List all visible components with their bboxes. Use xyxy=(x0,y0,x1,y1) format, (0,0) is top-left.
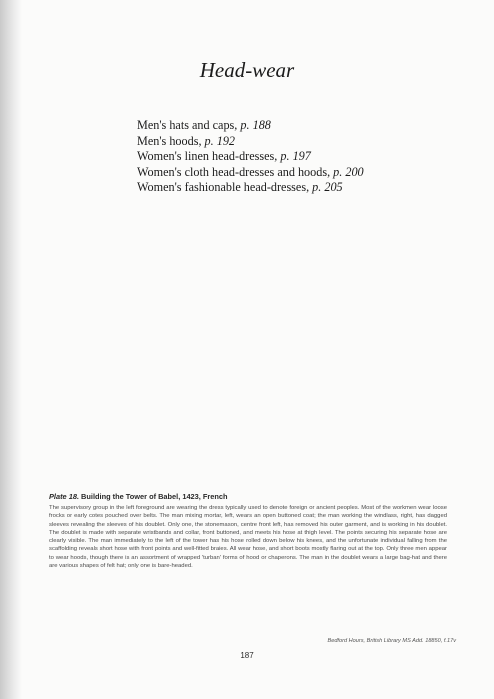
contents-item xyxy=(137,165,364,181)
image-credit: Bedford Hours, British Library MS Add. 18850, f.17v xyxy=(327,638,456,644)
contents-item-page: p. 192 xyxy=(204,133,236,148)
contents-item-page: p. 188 xyxy=(240,118,271,132)
contents-item-page: p. 197 xyxy=(280,149,311,164)
contents-item-page: p. 205 xyxy=(312,180,343,195)
contents-item xyxy=(137,149,364,165)
section-contents-list xyxy=(137,118,364,196)
page-number: 187 xyxy=(240,651,254,660)
contents-item-page: p. 200 xyxy=(333,164,364,179)
binding-shadow xyxy=(0,0,22,699)
contents-item xyxy=(137,134,364,150)
contents-item xyxy=(137,118,364,134)
chapter-title: Head-wear xyxy=(199,58,295,82)
contents-item-label: Women's fashionable head-dresses, xyxy=(137,180,313,195)
plate-number: Plate 18. xyxy=(49,492,79,501)
contents-item-label: Women's cloth head-dresses and hoods, xyxy=(137,164,334,179)
plate-caption xyxy=(49,492,447,570)
plate-description: The supervisory group in the left foreground are wearing the dress typically used to denote foreign or ancient peoples. Most of the workmen wear loose frocks or early cotes pouched over belts. The man mixing mortar, left, wears an open buttoned coat; the man working the windlass, right, has dagged sleeves revealing the sleeves of his doublet. Only one, the stonemason, centre front left, has removed his outer garment, and is working in his doublet. The doublet is made with separate wristbands and collar, front buttoned, and meets his hose at thigh level. The points securing his separate hose are clearly visible. The man immediately to the left of the tower has his hose rolled down below his knees, and the unfortunate individual falling from the scaffolding reveals short hose with front points and well-fitted braies. All wear hose, and short boots mostly flaring out at the top. Only three men appear to wear hoods, though there is an assortment of wrapped 'turban' forms of hood or chaperons. The man in the doublet wears a large bag-hat and there are various shapes of felt hat; only one is bare-headed. xyxy=(49,505,447,570)
plate-heading xyxy=(49,492,447,502)
plate-title: Building the Tower of Babel, 1423, French xyxy=(79,492,228,501)
contents-item-label: Men's hats and caps, xyxy=(137,118,241,132)
contents-item-label: Men's hoods, xyxy=(137,133,205,148)
contents-item-label: Women's linen head-dresses, xyxy=(137,149,281,164)
contents-item xyxy=(137,180,364,196)
